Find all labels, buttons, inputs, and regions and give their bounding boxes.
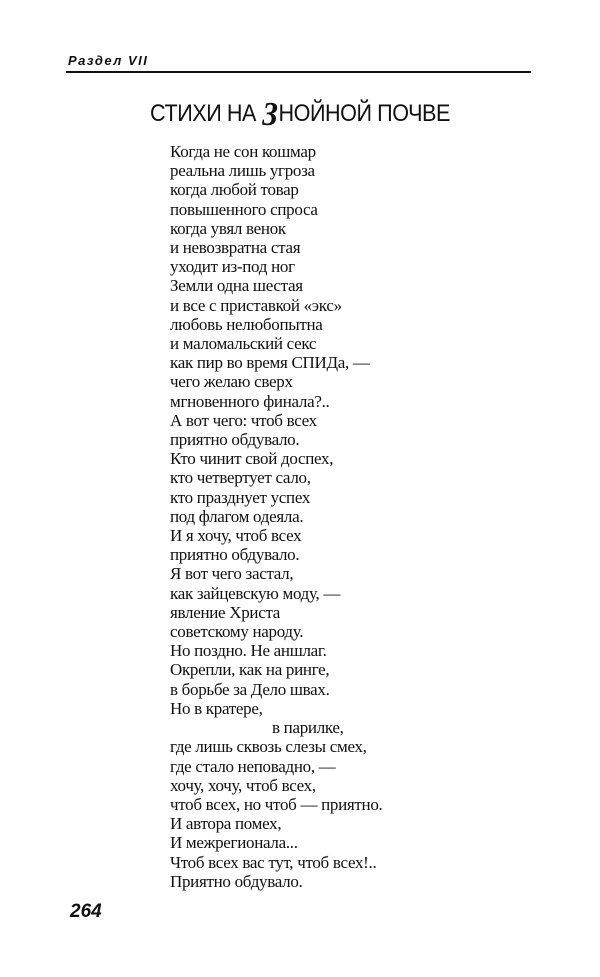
title-part-1: СТИХИ НА [150, 100, 262, 127]
poem-line: А вот чего: чтоб всех [170, 410, 317, 430]
poem-line: И межрегионала... [170, 833, 298, 853]
poem-line: Но поздно. Не аншлаг. [170, 641, 327, 661]
poem-line: Окрепли, как на ринге, [170, 660, 330, 680]
poem-line: повышенного спроса [170, 199, 318, 219]
poem-line: и маломальский секс [170, 334, 317, 354]
poem-line: Когда не сон кошмар [170, 142, 316, 161]
poem-line: явление Христа [170, 602, 281, 622]
section-header: Раздел VII [68, 53, 149, 68]
poem-line: уходит из-под ног [170, 257, 295, 277]
poem-line: мгновенного финала?.. [170, 391, 330, 411]
poem-line: советскому народу. [170, 622, 304, 642]
poem-line: Приятно обдувало. [170, 871, 303, 891]
poem-line: как зайцевскую моду, — [170, 583, 341, 603]
poem-title [30, 92, 570, 133]
poem-line: приятно обдувало. [170, 545, 300, 565]
poem-line: реальна лишь угроза [170, 161, 315, 181]
poem-line: И автора помех, [170, 814, 282, 834]
title-part-2: НОЙНОЙ ПОЧВЕ [278, 100, 450, 127]
poem-line: и все с приставкой «экс» [170, 295, 342, 315]
page-number: 264 [70, 901, 102, 922]
title-drop-letter: З [262, 96, 278, 133]
poem-line: под флагом одеяла. [170, 506, 304, 526]
poem-line: в борьбе за Дело швах. [170, 679, 330, 699]
poem-line: Но в кратере, [170, 698, 263, 718]
poem-line: И я хочу, чтоб всех [170, 526, 302, 546]
poem-line: когда любой товар [170, 180, 299, 200]
poem-line: кто празднует успех [170, 487, 311, 507]
poem-line: любовь нелюбопытна [170, 314, 323, 334]
poem-line: чтоб всех, но чтоб — приятно. [170, 794, 383, 814]
poem-body [170, 142, 383, 891]
poem-line: где лишь сквозь слезы смех, [170, 737, 367, 757]
poem-line: кто четвертует сало, [170, 468, 311, 488]
poem-line: как пир во время СПИДа, — [170, 353, 370, 373]
poem-line: когда увял венок [170, 218, 286, 238]
poem-line: и невозвратна стая [170, 238, 301, 258]
poem-line: приятно обдувало. [170, 430, 300, 450]
poem-line: хочу, хочу, чтоб всех, [170, 775, 316, 795]
poem-line: Земли одна шестая [170, 276, 303, 296]
poem-line: чего желаю сверх [170, 372, 293, 392]
poem-line: в парилке, [272, 718, 344, 738]
header-rule [66, 71, 531, 73]
poem-line: где стало неповадно, — [170, 756, 336, 776]
poem-line: Я вот чего застал, [170, 564, 294, 584]
poem-line: Чтоб всех вас тут, чтоб всех!.. [170, 852, 377, 872]
poem-line: Кто чинит свой доспех, [170, 449, 334, 469]
